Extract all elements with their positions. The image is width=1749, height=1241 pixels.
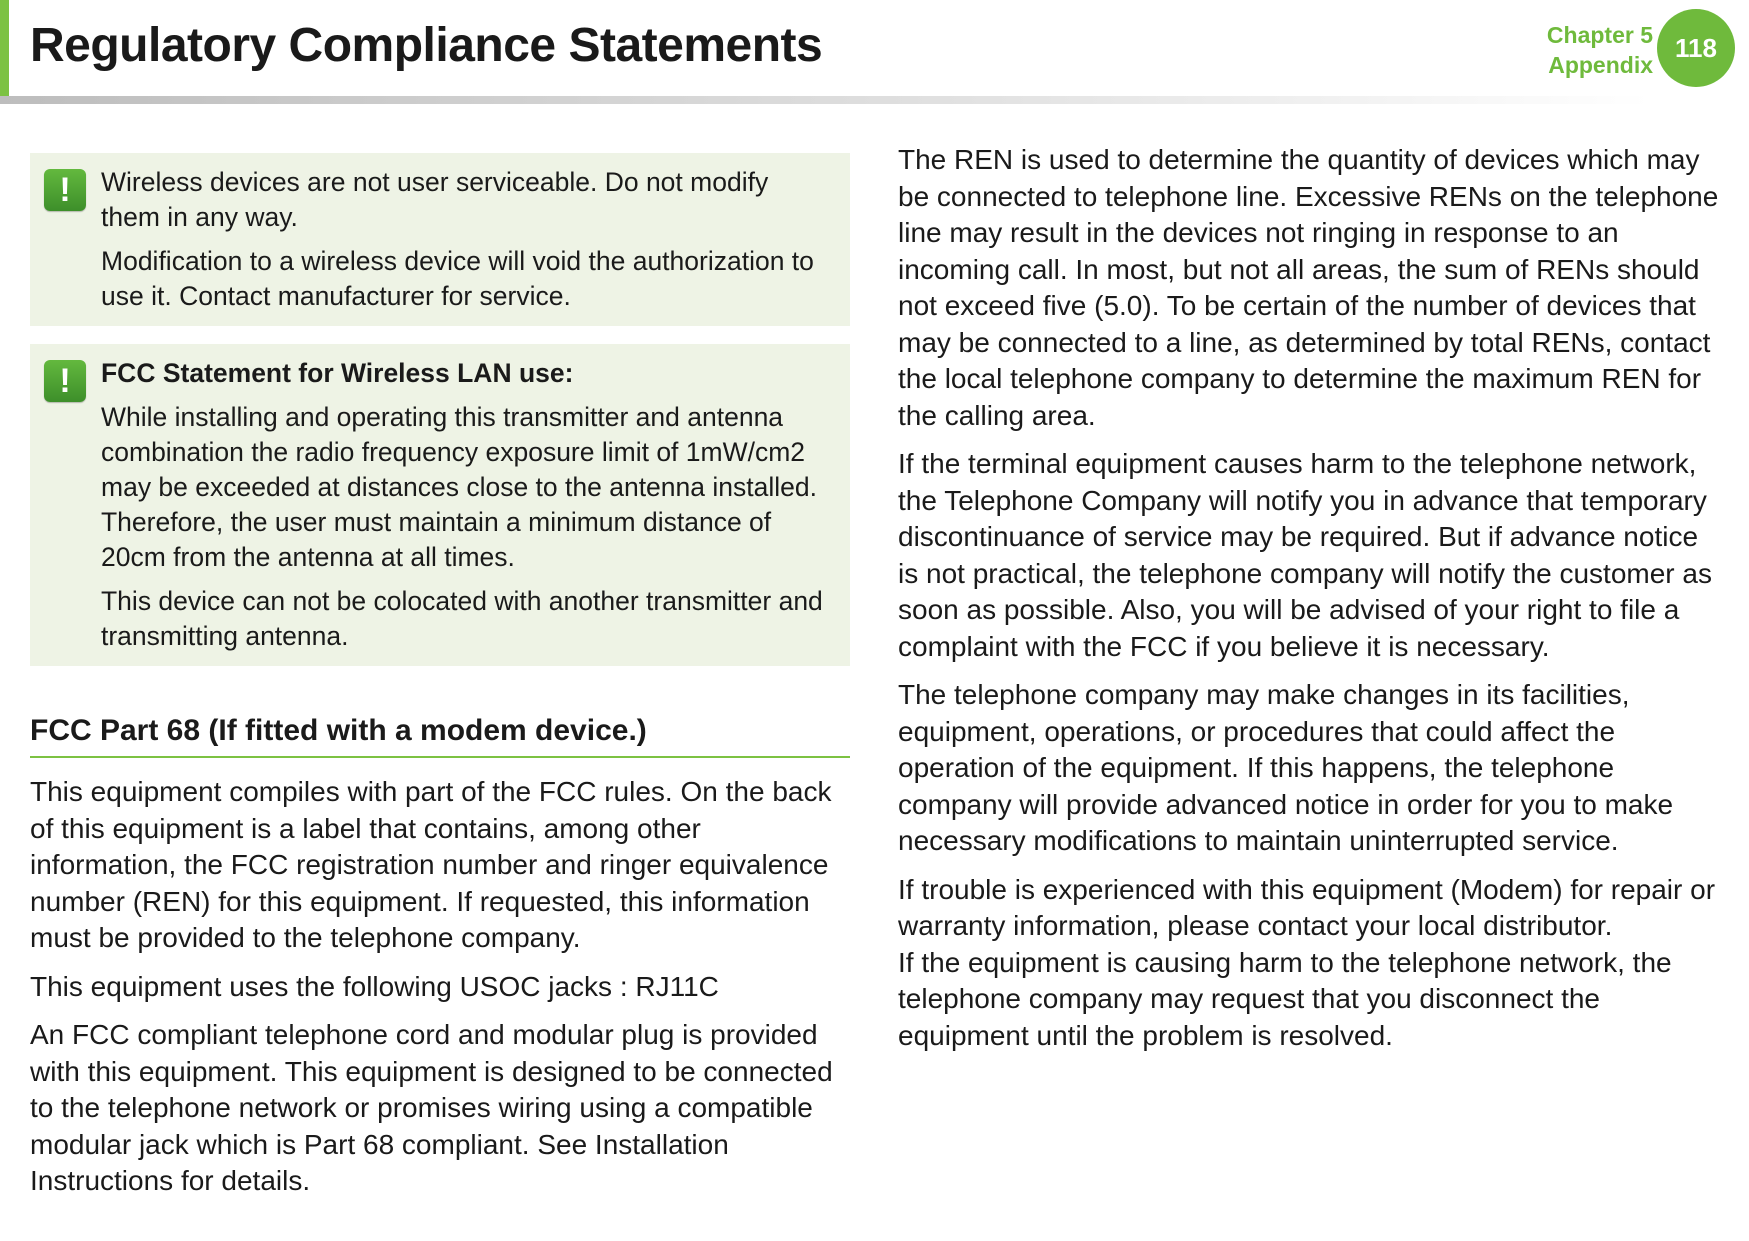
body-paragraph: If the equipment is causing harm to the telephone network, the telephone company may request that you disconnect the equipment until the problem is resolved. bbox=[898, 946, 1672, 1051]
note-paragraph: This device can not be colocated with another transmitter and transmitting antenna. bbox=[101, 586, 823, 651]
note-heading: FCC Statement for Wireless LAN use: bbox=[101, 358, 574, 388]
section-heading-fcc-part-68: FCC Part 68 (If fitted with a modem device.) bbox=[30, 714, 850, 758]
warning-icon: ! bbox=[44, 169, 86, 211]
header-accent-bar bbox=[0, 0, 9, 97]
body-paragraph: This equipment compiles with part of the FCC rules. On the back of this equipment is a label that contains, among other information, the FCC registration number and ringer equivalence number (REN) for this equipment. If requested, this information must be provided to the telephone company. bbox=[30, 776, 832, 953]
body-paragraph: The REN is used to determine the quantity of devices which may be connected to telephone line. Excessive RENs on the telephone line may result in the devices not ringing in response to an incoming call. In most, but not all areas, the sum of RENs should not exceed five (5.0). To be certain of the number of devices that may be connected to a line, as determined by total RENs, contact the local telephone company to determine the maximum REN for the calling area. bbox=[898, 144, 1719, 431]
chapter-number: Chapter 5 bbox=[1546, 22, 1653, 48]
note-paragraph: Wireless devices are not user serviceable. Do not modify them in any way. bbox=[101, 167, 769, 232]
body-paragraph: If the terminal equipment causes harm to the telephone network, the Telephone Company will notify you in advance that temporary discontinuance of service may be required. But if advance notice is not practical, the telephone company will notify the customer as soon as possible. Also, you will be advised of your right to file a complaint with the FCC if you believe it is necessary. bbox=[898, 448, 1712, 662]
body-paragraph: The telephone company may make changes in its facilities, equipment, operations, or procedures that could affect the operation of the equipment. If this happens, the telephone company will provide advanced notice in order for you to make necessary modifications to maintain uninterrupted service. bbox=[898, 679, 1674, 856]
body-paragraph: If trouble is experienced with this equipment (Modem) for repair or warranty information, please contact your local distributor. bbox=[898, 873, 1716, 941]
wireless-caution-note bbox=[30, 153, 850, 326]
header-divider bbox=[0, 96, 1650, 104]
fcc-wireless-lan-note bbox=[30, 344, 850, 666]
warning-icon: ! bbox=[44, 360, 86, 402]
right-column bbox=[898, 142, 1722, 1066]
note-paragraph: Modification to a wireless device will void the authorization to use it. Contact manufacturer for service. bbox=[101, 246, 814, 311]
body-paragraph: An FCC compliant telephone cord and modular plug is provided with this equipment. This equipment is designed to be connected to the telephone network or promises wiring using a compatible modular jack which is Part 68 compliant. See Installation Instructions for details. bbox=[30, 1019, 833, 1196]
body-paragraph: This equipment uses the following USOC jacks : RJ11C bbox=[30, 970, 719, 1002]
page-title: Regulatory Compliance Statements bbox=[30, 19, 823, 72]
page-number-badge: 118 bbox=[1657, 9, 1735, 87]
note-paragraph: While installing and operating this transmitter and antenna combination the radio frequency exposure limit of 1mW/cm2 may be exceeded at distances close to the antenna installed. Therefore, the user must maintain a minimum distance of 20cm from the antenna at all times. bbox=[101, 402, 817, 572]
chapter-label bbox=[1547, 20, 1653, 80]
chapter-section: Appendix bbox=[1548, 52, 1653, 78]
left-column bbox=[30, 153, 850, 1212]
